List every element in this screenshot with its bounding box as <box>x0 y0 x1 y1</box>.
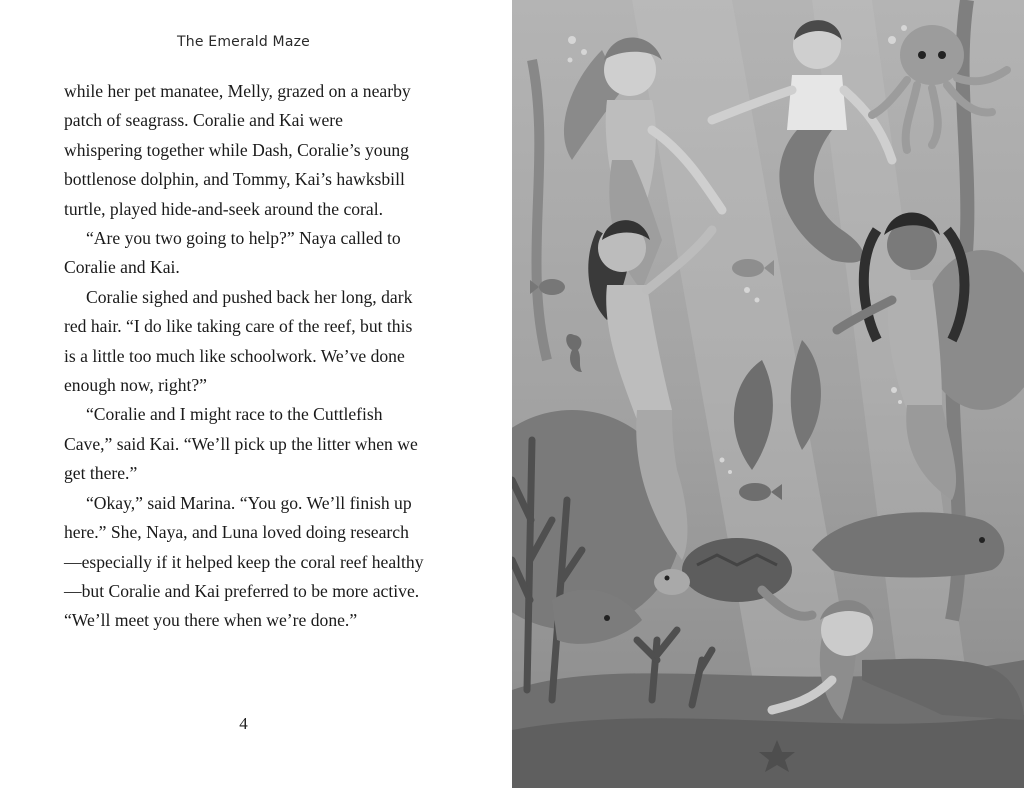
paragraph: “Okay,” said Marina. “You go. We’ll finish up here.” She, Naya, and Luna loved doing research—especially if it helped keep the coral reef healthy—but Coralie and Kai preferred to be more active. “We’ll meet you there when we’re done.” <box>64 492 424 631</box>
illustration-page <box>512 0 1024 788</box>
paragraph: “Are you two going to help?” Naya called to Coralie and Kai. <box>64 228 401 278</box>
underwater-illustration <box>512 0 1024 788</box>
paragraph: “Coralie and I might race to the Cuttlefish Cave,” said Kai. “We’ll pick up the litter when we get there.” <box>64 404 418 484</box>
page-number: 4 <box>239 714 248 733</box>
paragraph: while her pet manatee, Melly, grazed on a nearby patch of seagrass. Coralie and Kai were whispering together while Dash, Coralie’s young bottlenose dolphin, and Tommy, Kai’s hawksbill turtle, played hide-and-seek around the coral. <box>64 81 411 219</box>
paragraph: Coralie sighed and pushed back her long, dark red hair. “I do like taking care of the reef, but this is a little too much like schoolwork. We’ve done enough now, right?” <box>64 286 413 396</box>
body-text <box>64 77 424 636</box>
running-head: The Emerald Maze <box>177 34 310 50</box>
